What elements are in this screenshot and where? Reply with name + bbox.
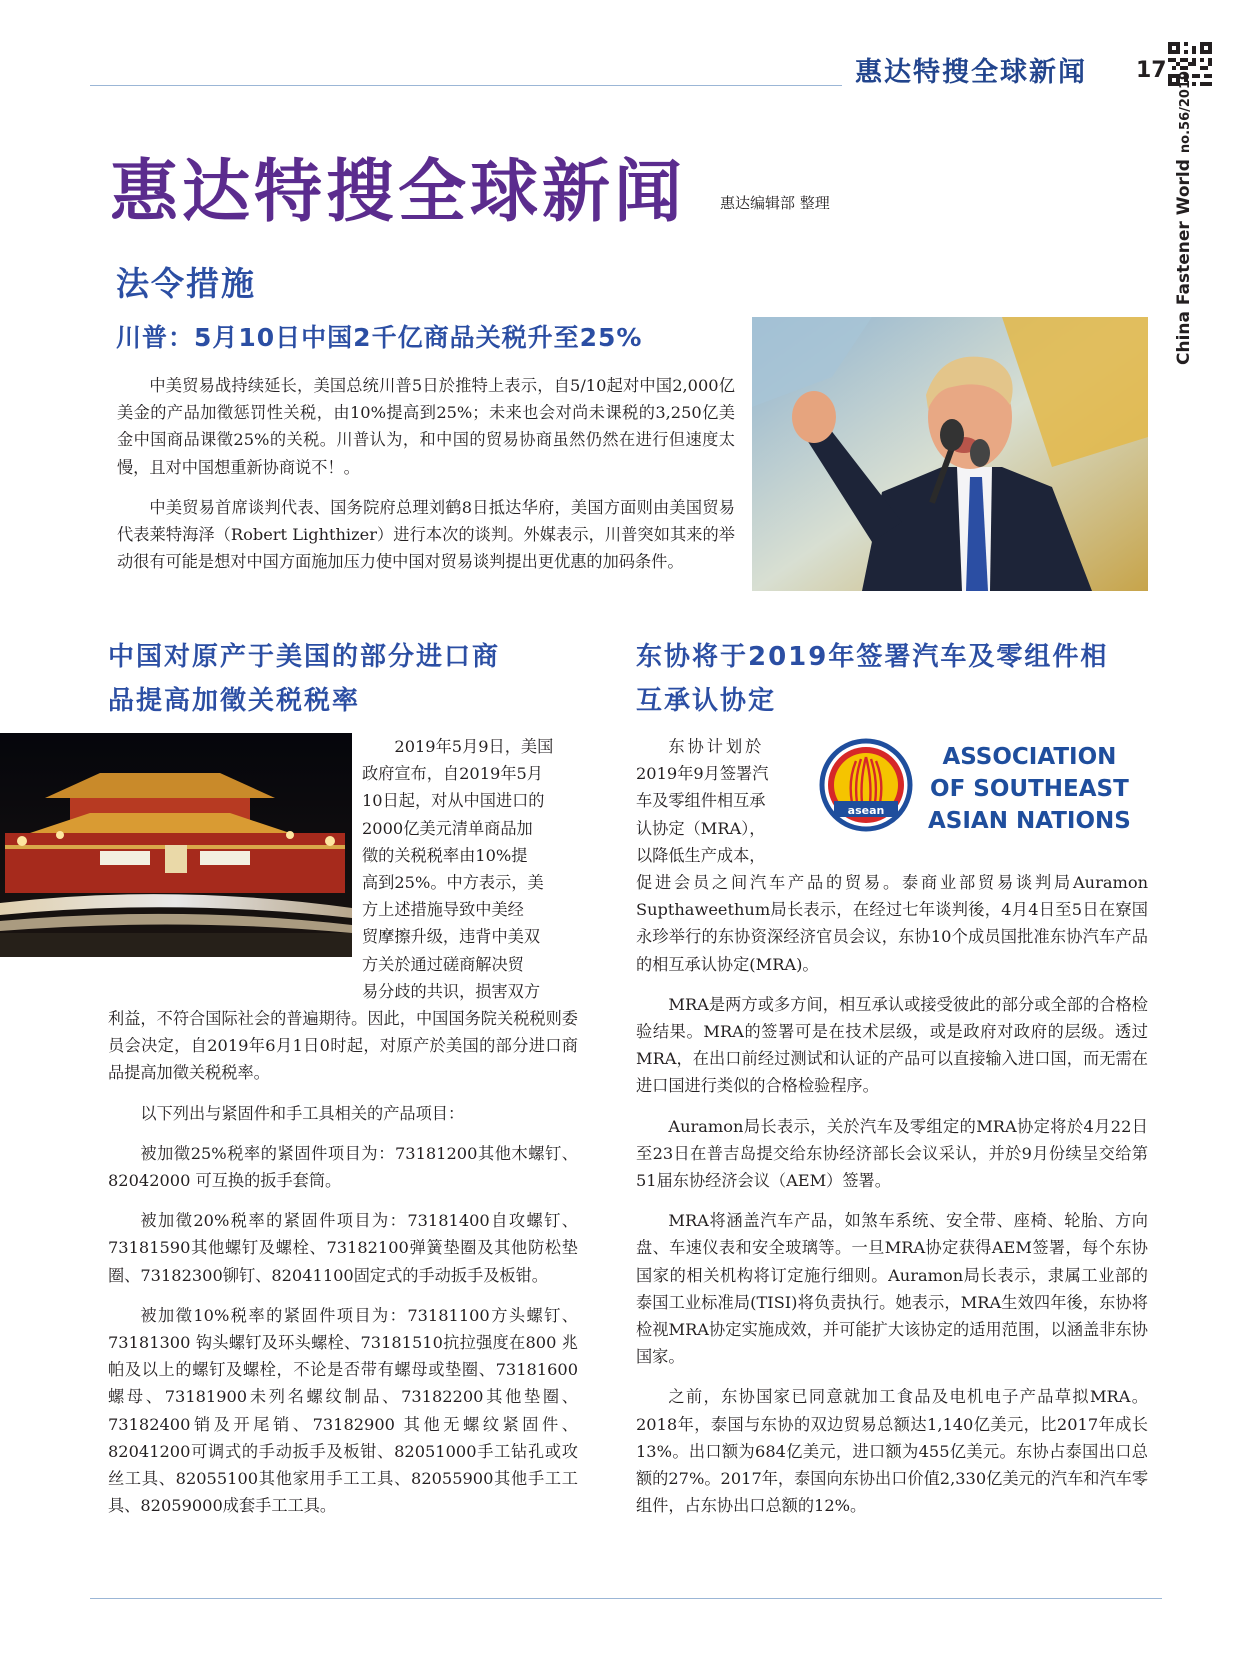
left-wrap-text	[362, 733, 582, 1005]
left-paragraph: 被加徵10%税率的紧固件项目为：73181100方头螺钉、73181300 钩头螺钉及环头螺栓、73181510抗拉强度在800 兆帕及以上的螺钉及螺栓，不论是否带有螺母或垫圈、73181600螺母、73181900未列名螺纹制品、73182200其他垫圈、73182400销及开尾销、73182900 其他无螺纹紧固件、82041200可调式的手动扳手及板钳、82051000手工钻孔或攻丝工具、82055100其他家用手工工具、82055900其他手工工具、82059000成套手工工具。	[108, 1305, 578, 1516]
magazine-name: China Fastener World	[1174, 159, 1194, 365]
asean-wordmark: asean	[847, 804, 885, 817]
right-wrap-line: 以降低生产成本，	[636, 845, 766, 865]
right-headline-line-1: 东协将于2019年签署汽车及零组件相	[636, 642, 1109, 672]
left-paragraph: 被加徵25%税率的紧固件项目为：73181200其他木螺钉、82042000 可互换的扳手套筒。	[108, 1143, 578, 1191]
right-wrap-line: 2019年9月签署汽	[636, 764, 769, 784]
left-wrap-line: 高到25%。中方表示，美	[362, 873, 544, 893]
page-title: 惠达特搜全球新闻	[110, 152, 687, 232]
right-wrap-line: 车及零组件相互承	[636, 791, 766, 811]
right-wrap-line: 东协计划於	[668, 737, 765, 756]
issue-number: no.56/2019	[1178, 70, 1193, 154]
byline: 惠达编辑部 整理	[720, 194, 830, 212]
left-continuation: 利益，不符合国际社会的普遍期待。因此，中国国务院关税税则委员会决定，自2019年6月1日0时起，对原产於美国的部分进口商品提高加徵关税税率。	[108, 1009, 578, 1083]
right-paragraph: MRA将涵盖汽车产品，如煞车系统、安全带、座椅、轮胎、方向盘、车速仪表和安全玻璃等。一旦MRA协定获得AEM签署，每个东协国家的相关机构将订定施行细则。Auramon局长表示，隶属工业部的泰国工业标准局(TISI)将负责执行。她表示，MRA生效四年後，东协将检视MRA协定实施成效，并可能扩大该协定的适用范围，以涵盖非东协国家。	[636, 1211, 1148, 1367]
left-wrap-line: 徵的关税税率由10%提	[362, 845, 528, 865]
right-headline-line-2: 互承认协定	[636, 686, 777, 716]
right-continuation: 促进会员之间汽车产品的贸易。泰商业部贸易谈判局Auramon Supthaweethum局长表示，在经过七年谈判後，4月4日至5日在寮国永珍举行的东协资深经济官员会议，东协10个成员国批准东协汽车产品的相互承认协定(MRA)。	[636, 873, 1148, 974]
left-wrap-line: 贸摩擦升级，违背中美双	[362, 927, 541, 947]
running-head: 惠达特搜全球新闻	[855, 57, 1087, 88]
footer-rule	[90, 1598, 1162, 1599]
header-rule	[90, 85, 842, 86]
right-article-body	[636, 869, 1148, 1532]
left-wrap-line: 2000亿美元清单商品加	[362, 818, 533, 838]
page-number: 17	[1136, 58, 1167, 83]
right-wrap-line: 认协定（MRA），	[636, 818, 766, 838]
right-paragraph: MRA是两方或多方间，相互承认或接受彼此的部分或全部的合格检验结果。MRA的签署可是在技术层级，或是政府对政府的层级。透过MRA，在出口前经过测试和认证的产品可以直接输入进口国，而无需在进口国进行类似的合格检验程序。	[636, 994, 1148, 1096]
left-headline	[108, 635, 500, 723]
right-paragraph: 之前，东协国家已同意就加工食品及电机电子产品草拟MRA。 2018年，泰国与东协的双边贸易总额达1,140亿美元，比2017年成长13%。出口额为684亿美元，进口额为455亿美元。东协占泰国出口总额的27%。2017年，泰国向东协出口价值2,330亿美元的汽车和汽车零组件，占东协出口总额的12%。	[636, 1387, 1149, 1516]
left-paragraph: 以下列出与紧固件和手工具相关的产品项目：	[140, 1103, 465, 1123]
section-title: 法令措施	[116, 264, 256, 303]
left-wrap-line: 政府宣布，自2019年5月	[362, 764, 543, 784]
trump-photo	[752, 317, 1148, 591]
left-wrap-line: 方上述措施导致中美经	[362, 900, 524, 920]
right-headline	[636, 635, 1108, 723]
lead-paragraph-2: 中美贸易首席谈判代表、国务院府总理刘鹤8日抵达华府，美国方面则由美国贸易代表莱特海泽（Robert Lighthizer）进行本次的谈判。外媒表示，川普突如其来的举动很有可能是想对中国方面施加压力使中国对贸易谈判提出更优惠的加码条件。	[117, 497, 735, 572]
right-paragraph: Auramon局长表示，关於汽车及零组定的MRA协定将於4月22日至23日在普吉岛提交给东协经济部长会议采认，并於9月份续呈交给第51届东协经济会议（AEM）签署。	[636, 1116, 1148, 1191]
left-wrap-line: 2019年5月9日，美国	[394, 737, 554, 756]
magazine-side-title	[1174, 71, 1194, 365]
asean-text-line-1: ASSOCIATION	[942, 744, 1117, 770]
left-headline-line-2: 品提高加徵关税税率	[108, 686, 361, 716]
asean-text-line-3: ASIAN NATIONS	[928, 808, 1131, 834]
left-headline-line-1: 中国对原产于美国的部分进口商	[108, 642, 501, 672]
left-article-body	[108, 1005, 578, 1532]
left-wrap-line: 方关於通过磋商解决贸	[362, 954, 524, 974]
asean-logo-text	[928, 741, 1131, 837]
lead-paragraph-1: 中美贸易战持续延长，美国总统川普5日於推特上表示，自5/10起对中国2,000亿美金的产品加徵惩罚性关税，由10%提高到25%；未来也会对尚未课税的3,250亿美金中国商品课徵25%的关税。川普认为，和中国的贸易协商虽然仍然在进行但速度太慢，且对中国想重新协商说不！。	[117, 376, 735, 477]
left-paragraph: 被加徵20%税率的紧固件项目为：73181400自攻螺钉、73181590其他螺钉及螺栓、73182100弹簧垫圈及其他防松垫圈、73182300铆钉、82041100固定式的手动扳手及板钳。	[108, 1211, 578, 1285]
lead-headline: 川普：5月10日中国2千亿商品关税升至25%	[116, 323, 643, 352]
left-wrap-line: 10日起，对从中国进口的	[362, 791, 545, 811]
tiananmen-photo	[0, 733, 352, 957]
lead-article-body	[117, 372, 735, 588]
left-wrap-line: 易分歧的共识，损害双方	[362, 981, 541, 1001]
right-wrap-text	[636, 733, 812, 869]
asean-text-line-2: OF SOUTHEAST	[930, 776, 1129, 802]
